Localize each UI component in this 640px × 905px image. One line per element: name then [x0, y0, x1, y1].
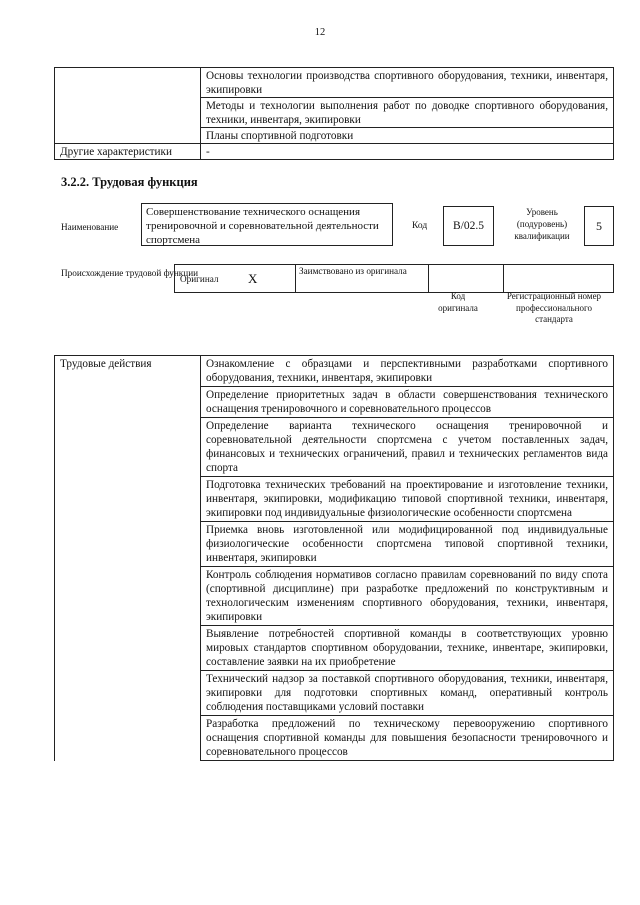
borrowed-label: Заимствовано из оригинала	[296, 265, 429, 293]
blank-cell	[55, 567, 201, 626]
table-row	[55, 671, 614, 716]
blank-cell	[55, 671, 201, 716]
section-title: 3.2.2. Трудовая функция	[61, 175, 198, 189]
table-row	[55, 522, 614, 567]
table-cell: Определение варианта технического оснащения тренировочной и соревновательной деятельности спортсмена с учетом поставленных задач, финансовых и технических ограничений, правил и технических регламентов вида спорта	[201, 418, 614, 477]
level-label: Уровень (подуровень) квалификации	[514, 207, 570, 241]
table-row	[55, 418, 614, 477]
table-row	[175, 265, 614, 293]
table-row	[55, 356, 614, 387]
blank-cell	[55, 68, 201, 98]
original-code-caption: Код оригинала	[438, 291, 478, 313]
registration-number-caption: Регистрационный номер профессионального стандарта	[506, 291, 602, 324]
table-cell: Методы и технологии выполнения работ по доводке спортивного оборудования, техники, инвентаря, экипировки	[201, 98, 614, 128]
table-cell: Разработка предложений по техническому перевооружению спортивного оснащения спортивной команды для повышения безопасности тренировочного и соревновательного процессов	[201, 716, 614, 761]
continuation-table	[54, 67, 614, 160]
name-value: Совершенствование технического оснащения тренировочной и соревновательной деятельности спортсмена	[141, 203, 393, 246]
table-row	[55, 387, 614, 418]
table-cell: Приемка вновь изготовленной или модифицированной под индивидуальные физиологические особенности спортсмена типовой спортивной техники, инвентаря, экипировки	[201, 522, 614, 567]
blank-cell	[55, 98, 201, 128]
code-value: B/02.5	[443, 206, 494, 246]
page-number: 12	[314, 27, 326, 38]
table-row	[55, 98, 614, 128]
table-row	[55, 626, 614, 671]
table-row	[55, 567, 614, 626]
table-cell: Технический надзор за поставкой спортивного оборудования, техники, инвентаря, экипировки для подготовки спортивных команд, оперативный контроль соблюдения поставщиками условий поставки	[201, 671, 614, 716]
labor-actions-table	[54, 355, 614, 761]
blank-cell	[55, 716, 201, 761]
blank-cell	[55, 626, 201, 671]
level-value: 5	[584, 206, 614, 246]
other-characteristics-value: -	[201, 144, 614, 160]
origin-table	[174, 264, 614, 293]
blank-cell	[55, 387, 201, 418]
blank-cell	[55, 477, 201, 522]
blank-cell	[55, 128, 201, 144]
code-label: Код	[412, 221, 428, 231]
table-cell: Контроль соблюдения нормативов согласно правилам соревнований по виду спота (спортивной дисциплине) при разработке предложений по конструктивным и технологическим изменениям спортивного оборудования, техники, инвентаря, экипировки	[201, 567, 614, 626]
table-cell: Ознакомление с образцами и перспективными разработками спортивного оборудования, техники, инвентаря, экипировки	[201, 356, 614, 387]
original-label: Оригинал	[175, 265, 246, 293]
table-cell: Определение приоритетных задач в области совершенствования технического оснащения тренировочного и соревновательного процессов	[201, 387, 614, 418]
original-code-cell	[429, 265, 504, 293]
other-characteristics-label: Другие характеристики	[55, 144, 201, 160]
table-row	[55, 716, 614, 761]
table-row	[55, 68, 614, 98]
registration-number-cell	[504, 265, 614, 293]
origin-label: Происхождение трудовой функции	[61, 268, 199, 278]
name-label: Наименование	[61, 222, 119, 232]
table-row	[55, 128, 614, 144]
table-cell: Планы спортивной подготовки	[201, 128, 614, 144]
blank-cell	[55, 418, 201, 477]
original-mark: X	[245, 265, 296, 293]
table-cell: Основы технологии производства спортивного оборудования, техники, инвентаря, экипировки	[201, 68, 614, 98]
table-row	[55, 477, 614, 522]
labor-actions-label: Трудовые действия	[55, 356, 201, 387]
table-cell: Подготовка технических требований на проектирование и изготовление техники, инвентаря, экипировки, модификацию типовой спортивной техники, инвентаря, экипировки под индивидуальные физиологические особенности спортсмена	[201, 477, 614, 522]
table-cell: Выявление потребностей спортивной команды в соответствующих уровню мировых стандартов спортивном оборудовании, технике, инвентаре, экипировки, составление заявки на их приобретение	[201, 626, 614, 671]
table-row	[55, 144, 614, 160]
blank-cell	[55, 522, 201, 567]
